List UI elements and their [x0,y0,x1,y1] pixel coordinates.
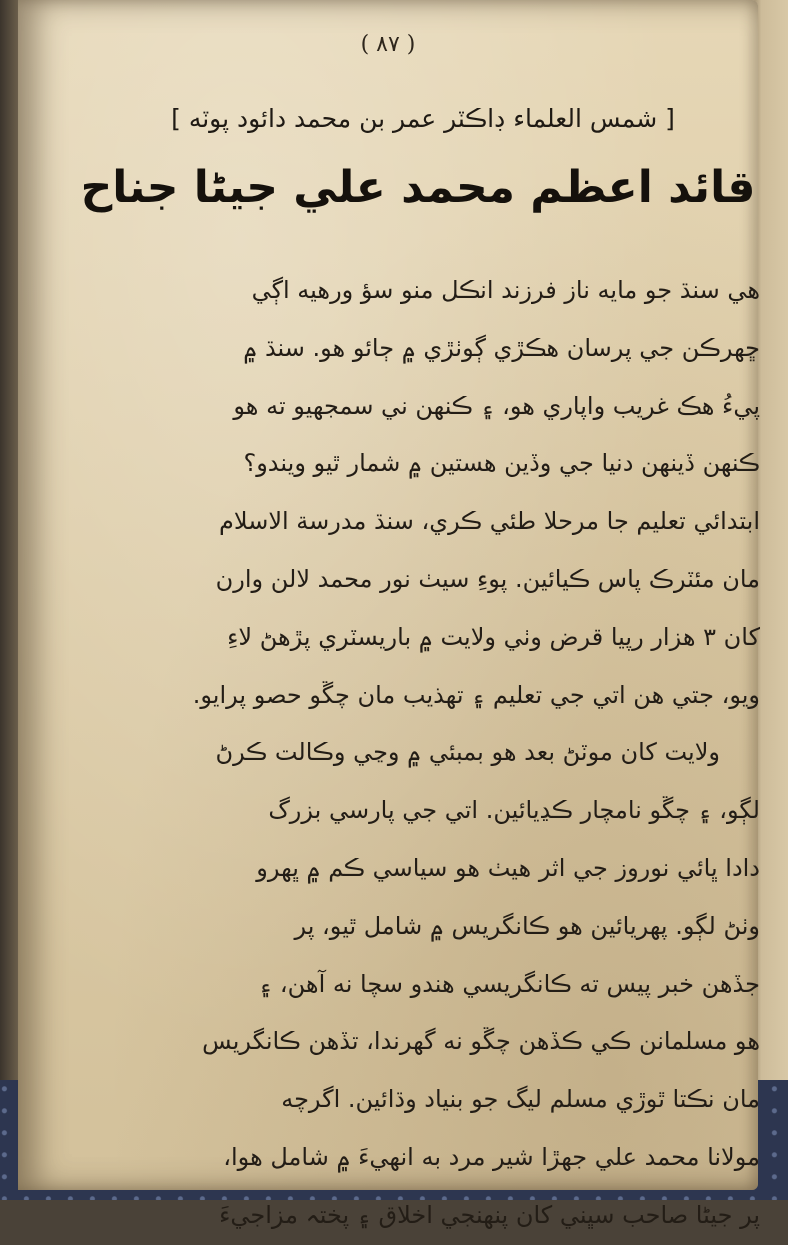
text-line: دادا ڀائي نوروز جي اثر هيٺ هو سياسي ڪم ۾ ڀهرو [256,853,760,882]
text-line: پيءُ هڪ غريب واپاري هو، ۽ ڪنهن ني سمجهيو ته هو [233,391,760,420]
text-line: مولانا محمد علي جهڙا شير مرد به انهيءَ ۾ شامل هوا، [223,1142,760,1171]
text-line: لڳو، ۽ چڱو نامچار ڪڍيائين. اتي جي پارسي بزرگ [268,796,760,825]
book-page [18,0,760,1229]
text-line: مان نڪتا ٿوڙي مسلم ليگ جو بنياد وڌائين. اگرچه [281,1085,760,1114]
text-line: ڪنهن ڏينهن دنيا جي وڏين هستين ۾ شمار ٿيو ويندو؟ [243,449,760,478]
text-line: ويو، جتي هن اتي جي تعليم ۽ تهذيب مان چڱو حصو پرايو. [192,680,760,709]
article-body [90,262,760,1245]
text-line: کان ٣ هزار رپيا قرض وٺي ولايت ۾ باريسٽري پڙهڻ لاءِ [227,622,760,651]
text-line: جڏهن خبر پيس ته ڪانگريسي هندو سچا نه آهن، ۽ [258,969,760,998]
text-line: مان مئٽرڪ پاس ڪيائين. پوءِ سيٺ نور محمد لالن وارن [215,564,760,593]
text-line: ابتدائي تعليم جا مرحلا طئي ڪري، سنڌ مدرسة الاسلام [219,507,760,536]
text-line: ولايت کان موٽڻ بعد هو بمبئي ۾ وڃي وڪالت ڪرڻ [215,738,720,767]
author-byline: [ شمس العلماء ڊاڪٽر عمر بن محمد دائود پوٽه ] [171,104,675,133]
article-headline: قائد اعظم محمد علي جيڻا جناح [80,162,756,213]
text-line: هي سنڌ جو مايه ناز فرزند انڪل منو سؤ ورهيه اڳي [251,276,760,304]
page-number: ( ٨٧ ) [360,32,416,57]
text-line: ڇهرڪن جي پرسان هڪڙي ڳوٺڙي ۾ ڄائو هو. سنڌ ۾ [243,333,760,362]
text-line: وٺڻ لڳو. پهريائين هو ڪانگريس ۾ شامل ٿيو، پر [294,911,760,940]
text-line: پر جيڻا صاحب سڀني کان پنهنجي اخلاق ۽ پختہ مزاجيءَ [219,1200,760,1229]
text-line: هو مسلمانن ڪي ڪڏهن چڱو نه گهرندا، تڏهن ڪانگريس [202,1027,760,1056]
